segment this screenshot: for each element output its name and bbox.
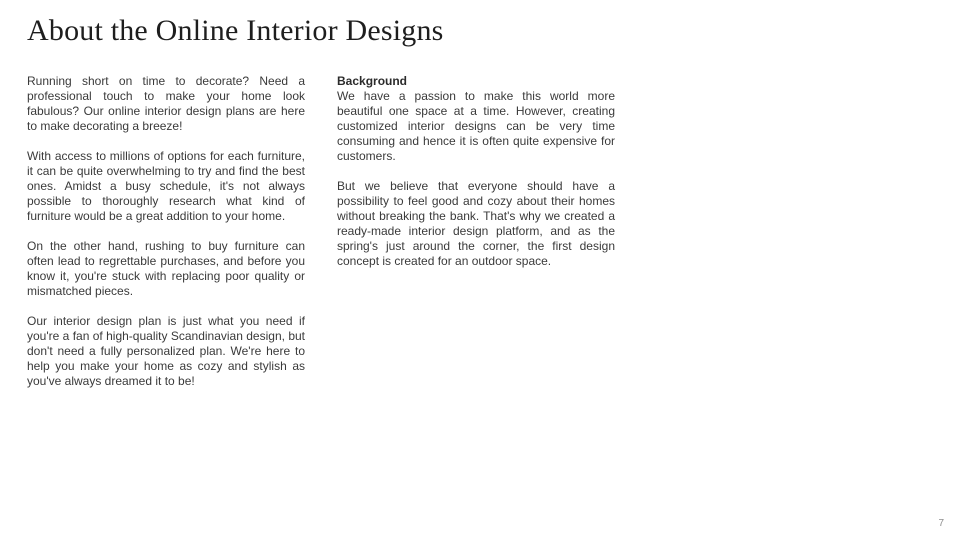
text-columns (27, 74, 615, 389)
left-paragraph-2: With access to millions of options for each furniture, it can be quite overwhelming to try and find the best ones. Amidst a busy schedule, it's not always possible to thoroughly research what kind of furniture would be a great addition to your home. (27, 149, 305, 223)
right-paragraph-1: We have a passion to make this world more beautiful one space at a time. However, creating customized interior designs can be very time consuming and hence it is often quite expensive for customers. (337, 89, 615, 163)
left-paragraph-4: Our interior design plan is just what you need if you're a fan of high-quality Scandinavian design, but don't need a fully personalized plan. We're here to help you make your home as cozy and stylish as you've always dreamed it to be! (27, 314, 305, 388)
slide-title: About the Online Interior Designs (27, 14, 444, 47)
left-paragraph-1: Running short on time to decorate? Need a professional touch to make your home look fabulous? Our online interior design plans are here to make decorating a breeze! (27, 74, 305, 133)
left-paragraph-3: On the other hand, rushing to buy furniture can often lead to regrettable purchases, and before you know it, you're stuck with replacing poor quality or mismatched pieces. (27, 239, 305, 298)
right-paragraph-2: But we believe that everyone should have a possibility to feel good and cozy about their homes without breaking the bank. That's why we created a ready-made interior design platform, and as the spring's just around the corner, the first design concept is created for an outdoor space. (337, 179, 615, 268)
right-text-column (337, 74, 615, 389)
background-heading: Background (337, 74, 408, 88)
left-text-column (27, 74, 305, 389)
page-number: 7 (938, 518, 944, 529)
